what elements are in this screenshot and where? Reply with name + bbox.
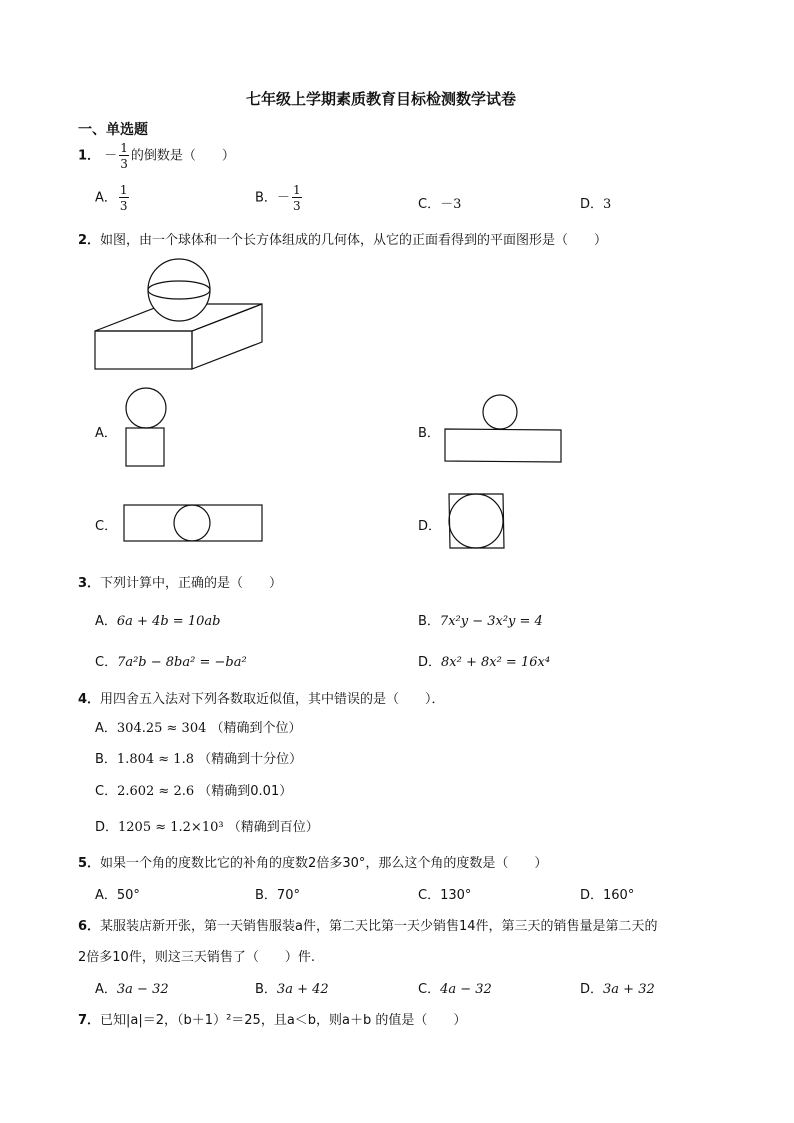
question-number: 2． [78, 233, 101, 248]
option-d[interactable] [418, 651, 550, 670]
option-label: B． [255, 982, 277, 997]
option-label: A． [95, 190, 117, 206]
question-text: 用四舍五入法对下列各数取近似值，其中错误的是（ ）． [100, 692, 445, 707]
option-label: D． [418, 655, 442, 670]
option-label: A． [95, 614, 117, 629]
option-label: C． [95, 784, 118, 799]
option-label: C． [95, 655, 118, 670]
option-a[interactable] [95, 978, 169, 997]
option-label: B． [418, 614, 440, 629]
option-expression: 6a + 4b = 10ab [116, 614, 221, 629]
option-label: B． [418, 426, 440, 441]
option-label: D． [95, 820, 119, 835]
option-expression: 304.25 ≈ 304 [116, 721, 207, 736]
question-number: 5． [78, 856, 101, 871]
option-expression: 7x²y − 3x²y = 4 [439, 614, 543, 629]
option-label: A． [95, 426, 117, 441]
option-label: D． [418, 519, 442, 534]
question-number: 7． [78, 1013, 101, 1028]
option-b[interactable] [95, 748, 302, 767]
option-c[interactable] [95, 651, 247, 670]
fraction-denominator: 3 [292, 199, 301, 213]
option-label: C． [95, 519, 118, 534]
question-6-stem-line2: 2倍多10件，则这三天销售了（ ）件. [78, 950, 315, 965]
option-expression: 3a + 32 [603, 982, 655, 997]
option-expression: 8x² + 8x² = 16x⁴ [441, 655, 551, 670]
question-3-stem [78, 572, 282, 591]
option-expression: 7a²b − 8ba² = −ba² [117, 655, 247, 670]
negative-sign: － [104, 148, 118, 164]
question-number: 1． [78, 148, 101, 164]
option-expression: 1.804 ≈ 1.8 [116, 752, 194, 767]
fraction-denominator: 3 [119, 199, 128, 213]
option-label: B． [255, 190, 277, 206]
option-d[interactable] [580, 978, 655, 997]
option-value: 3 [603, 197, 612, 212]
option-b[interactable] [418, 610, 543, 629]
option-note: （精确到个位） [210, 721, 302, 736]
question-text: 下列计算中，正确的是（ ） [100, 576, 283, 591]
option-label: C． [418, 982, 441, 997]
option-a[interactable]: A．50° [95, 888, 140, 903]
option-c[interactable] [418, 978, 492, 997]
option-label: D． [580, 982, 604, 997]
question-text: 某服装店新开张，第一天销售服装a件，第二天比第一天少销售14件，第三天的销售量是第二天的 [100, 919, 658, 934]
option-c[interactable] [95, 780, 292, 799]
option-c[interactable]: C．130° [418, 888, 472, 903]
option-expression: 3a + 42 [276, 982, 329, 997]
page-title: 七年级上学期素质教育目标检测数学试卷 [246, 90, 517, 108]
question-text: 如果一个角的度数比它的补角的度数2倍多30°，那么这个角的度数是（ ） [100, 856, 548, 871]
option-label: A． [95, 982, 117, 997]
option-note: （精确到0.01） [198, 784, 293, 799]
option-label: C． [418, 197, 441, 212]
option-expression: 3a − 32 [116, 982, 169, 997]
question-text: 已知|a|＝2，（b＋1）²＝25，且a＜b，则a＋b 的值是（ ） [100, 1013, 467, 1028]
question-text: 如图，由一个球体和一个长方体组成的几何体，从它的正面看得到的平面图形是（ ） [100, 233, 608, 248]
option-expression: 4a − 32 [440, 982, 492, 997]
fraction-numerator: 1 [120, 141, 128, 155]
option-a[interactable] [95, 717, 302, 736]
option-label: B． [95, 752, 117, 767]
question-number: 6． [78, 919, 101, 934]
fraction-numerator: 1 [292, 183, 301, 197]
option-note: （精确到百位） [227, 820, 319, 835]
option-expression: 1205 ≈ 1.2×10³ [118, 820, 224, 835]
negative-sign: － [276, 190, 290, 206]
question-4-stem [78, 688, 445, 707]
option-a[interactable] [95, 610, 220, 629]
fraction-numerator: 1 [119, 183, 128, 197]
question-number: 3． [78, 576, 101, 591]
option-expression: 2.602 ≈ 2.6 [117, 784, 195, 799]
option-d[interactable] [95, 816, 319, 835]
option-note: （精确到十分位） [198, 752, 303, 767]
question-5-stem [78, 852, 547, 871]
option-label: A． [95, 721, 117, 736]
question-number: 4． [78, 692, 101, 707]
section-heading: 一、单选题 [78, 122, 148, 138]
fraction-denominator: 3 [120, 157, 128, 171]
option-b[interactable] [255, 978, 329, 997]
option-value: －3 [440, 197, 462, 212]
option-d[interactable]: D．160° [580, 888, 635, 903]
question-7-stem [78, 1009, 466, 1028]
option-label: D． [580, 197, 604, 212]
question-6-stem-line1 [78, 915, 658, 934]
option-b[interactable]: B．70° [255, 888, 300, 903]
question-text: 的倒数是（ ） [130, 148, 235, 164]
